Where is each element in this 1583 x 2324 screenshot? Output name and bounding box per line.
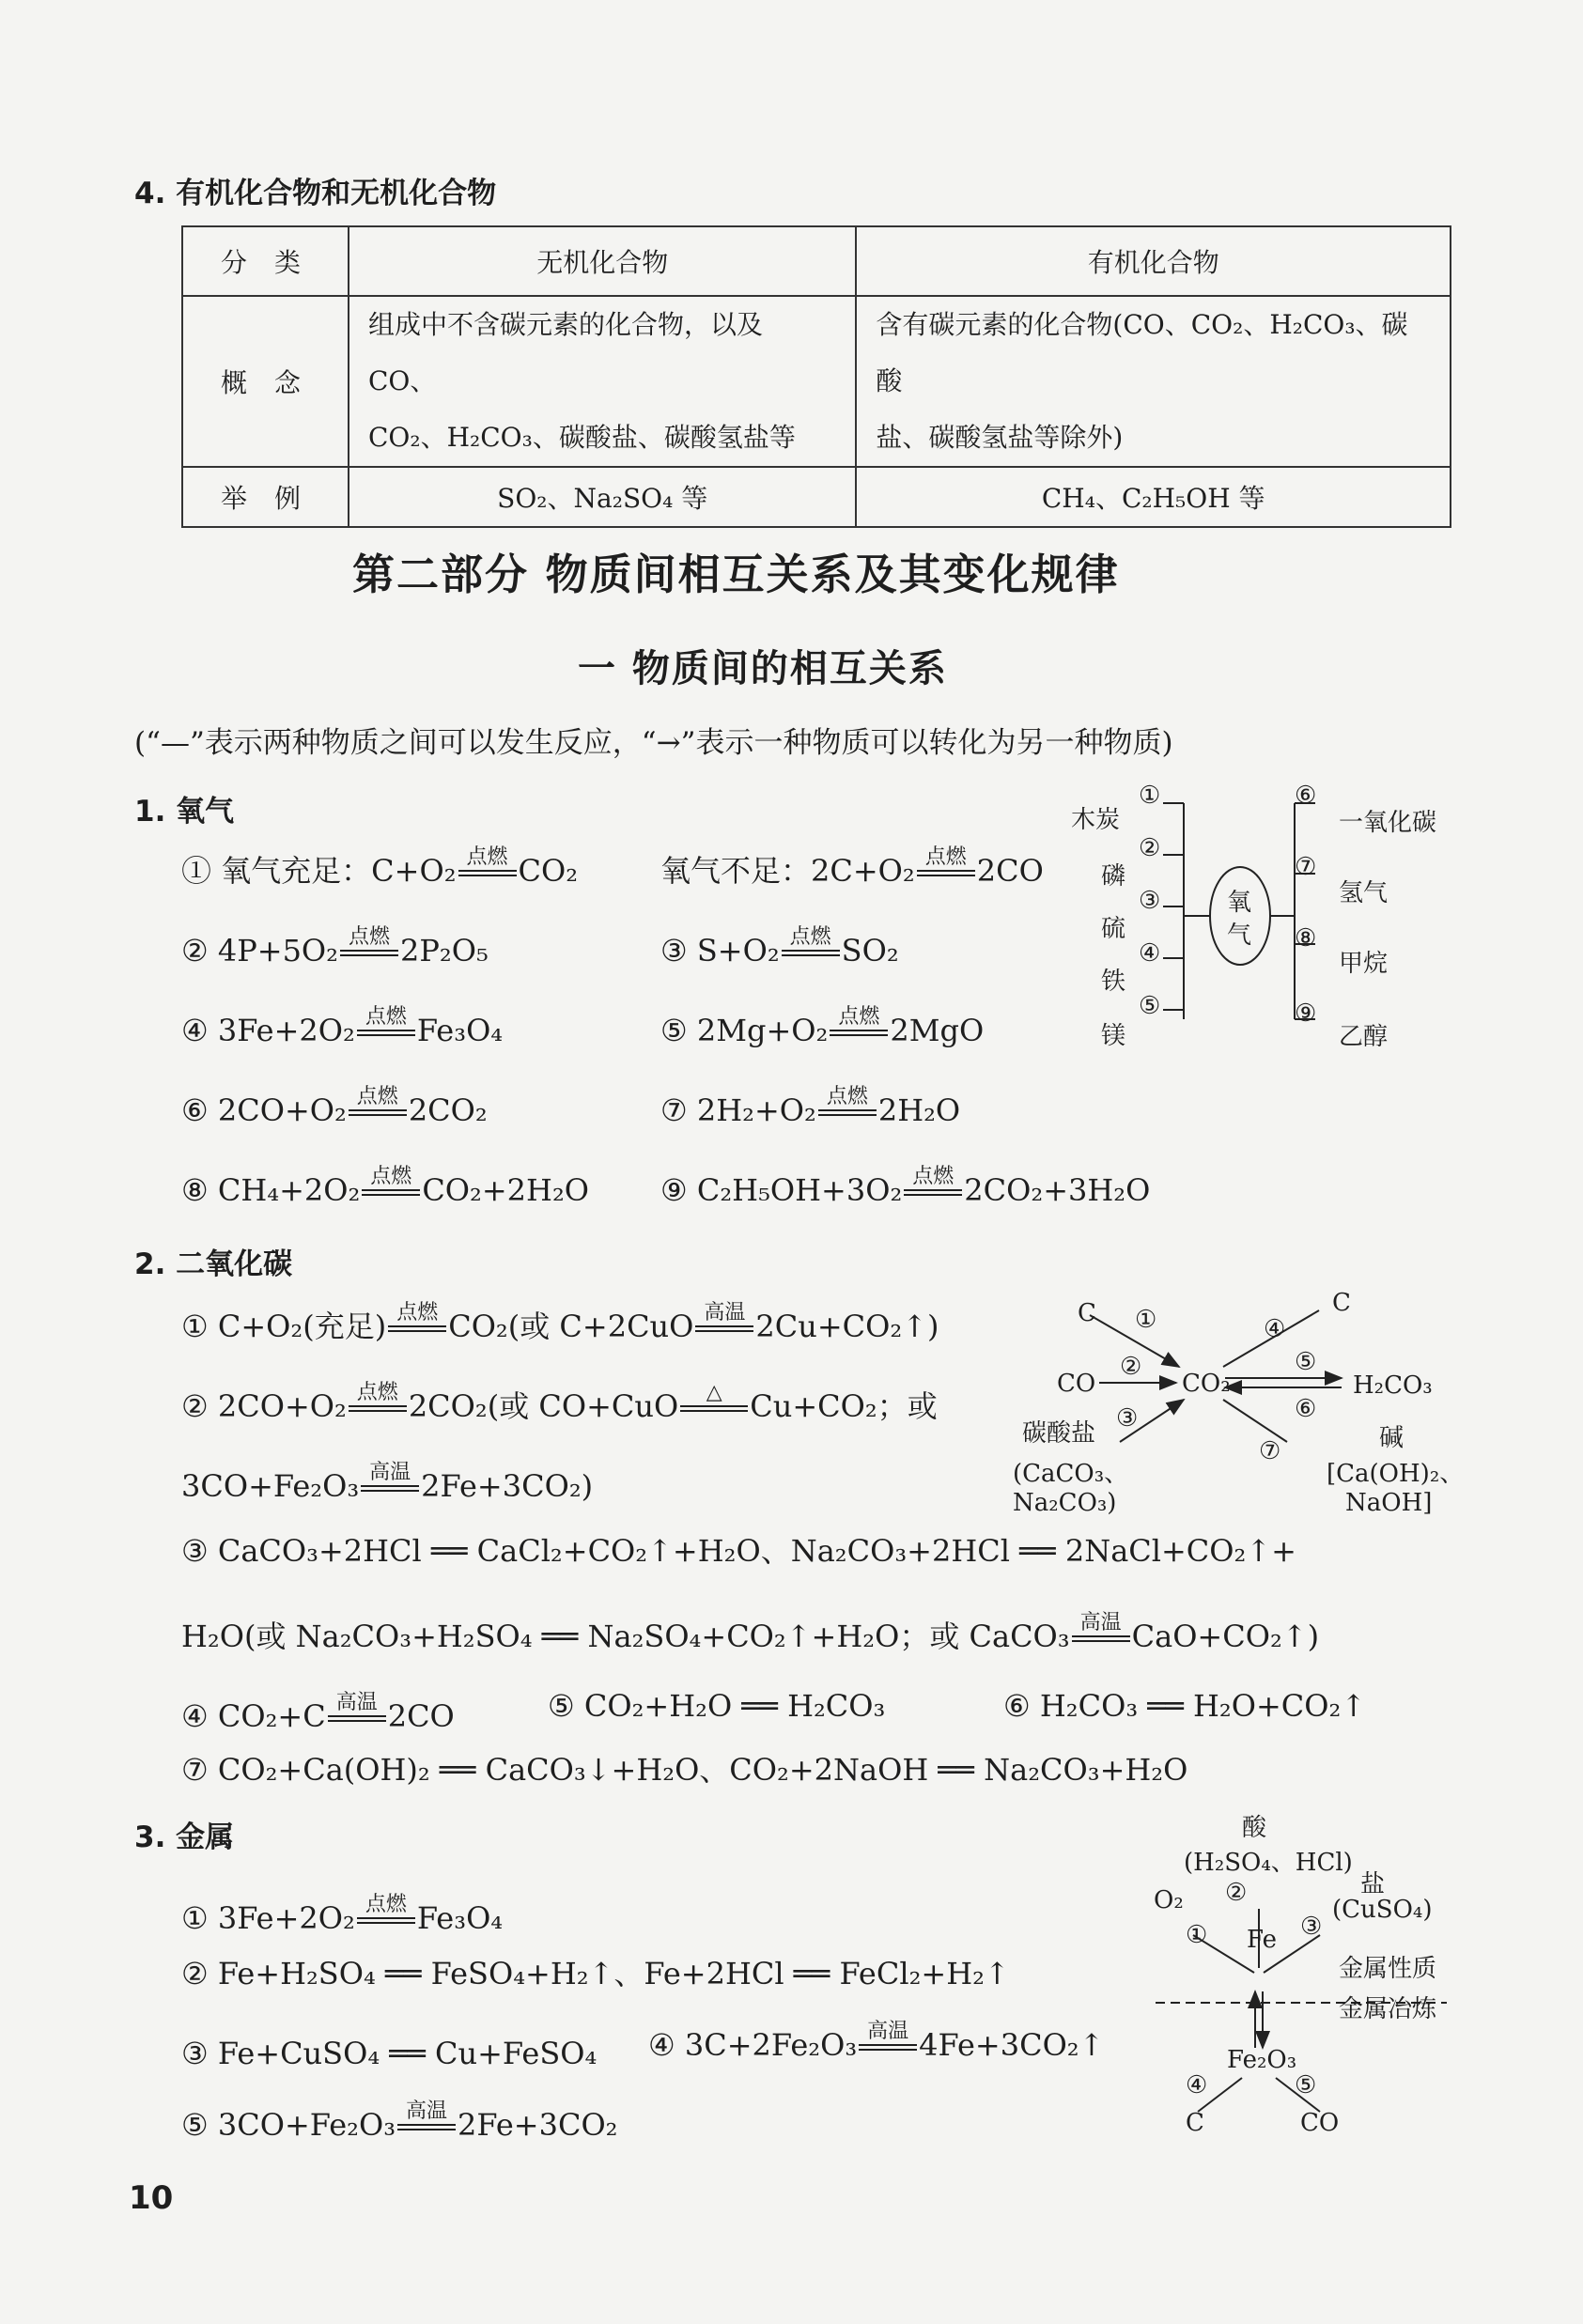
condition-high-temp [857,2020,919,2060]
co2-dia-base-eg1: [Ca(OH)₂、 [1327,1460,1465,1488]
oxygen-dia-sulfur: 硫 [1101,915,1126,943]
co2-dia-center: CO₂ [1182,1370,1231,1398]
oxygen-eq-5-products: 2MgO [890,1013,985,1048]
oxygen-eq-9-products: 2CO₂+3H₂O [964,1172,1151,1208]
condition-label: 高温 [406,2099,448,2123]
oxygen-eq-8-products: CO₂+2H₂O [422,1172,589,1208]
co2-eq-4 [181,1691,455,1734]
oxygen-dia-h2: 氢气 [1339,879,1389,907]
oxygen-eq-9-reactants: ⑨ C₂H₅OH+3O₂ [660,1172,903,1208]
co2-eq-1-part-b: CO₂(或 C+2CuO [448,1309,694,1344]
oxygen-eq-3-products: SO₂ [841,933,899,968]
condition-ignite [780,925,842,966]
oxygen-eq-3 [660,925,899,966]
metal-dia-salt: 盐 [1360,1870,1386,1898]
condition-label: 点燃 [356,1085,398,1108]
metal-dia-fe2o3: Fe₂O₃ [1227,2046,1297,2074]
oxygen-dia-center-1: 氧 [1227,889,1252,917]
co2-eq-2-part-d: 3CO+Fe₂O₃ [181,1468,360,1504]
metal-dia-property: 金属性质 [1339,1955,1437,1983]
concept-inorganic-line2: CO₂、H₂CO₃、碳酸盐、碳酸氢盐等 [368,422,796,453]
co2-dia-base: 碱 [1379,1424,1405,1452]
oxygen-eq-6 [181,1085,488,1128]
condition-ignite [360,1165,422,1205]
co2-eq-3-line-2a: H₂O(或 Na₂CO₃+H₂SO₄ ══ Na₂SO₄+CO₂↑+H₂O；或 CaCO₃ [181,1619,1070,1654]
condition-ignite [915,845,977,886]
metal-dia-o2: O₂ [1154,1886,1184,1914]
compound-table [181,225,1451,528]
co2-heading: 2. 二氧化碳 [134,1247,293,1281]
metal-dia-num-5: ⑤ [1295,2071,1317,2099]
co2-dia-carbonate-eg2: Na₂CO₃) [1013,1489,1117,1517]
co2-dia-num-4: ④ [1264,1315,1286,1343]
co2-eq-2-part-a: ② 2CO+O₂ [181,1388,347,1424]
condition-high-temp [359,1461,421,1501]
oxygen-eq-1b-reactants: 氧气不足：2C+O₂ [660,853,915,889]
condition-ignite [338,925,400,966]
metal-eq-5-products: 2Fe+3CO₂ [458,2107,618,2143]
oxygen-eq-6-reactants: ⑥ 2CO+O₂ [181,1092,347,1128]
condition-high-temp [1070,1611,1132,1651]
table-header-category: 分 类 [182,226,349,296]
oxygen-eq-4-products: Fe₃O₄ [416,1013,504,1048]
co2-eq-2-part-e: 2Fe+3CO₂) [421,1468,594,1504]
metal-dia-num-3: ③ [1300,1913,1323,1941]
co2-dia-num-7: ⑦ [1259,1437,1281,1465]
co2-dia-h2co3: H₂CO₃ [1353,1371,1433,1400]
oxygen-dia-charcoal: 木炭 [1071,806,1121,834]
oxygen-dia-num-7: ⑦ [1295,853,1317,881]
metal-eq-5-reactants: ⑤ 3CO+Fe₂O₃ [181,2107,396,2143]
table-cell-concept-inorganic [349,296,856,467]
page-number: 10 [129,2179,174,2217]
metal-dia-fe: Fe [1247,1926,1278,1954]
oxygen-eq-7 [660,1085,961,1128]
condition-label: 点燃 [826,1085,868,1108]
oxygen-dia-num-8: ⑧ [1295,924,1317,953]
co2-eq-1-part-a: ① C+O₂(充足) [181,1309,387,1344]
oxygen-eq-7-products: 2H₂O [877,1092,961,1128]
co2-eq-4-reactants: ④ CO₂+C [181,1698,326,1734]
oxygen-eq-1a-products: CO₂ [518,853,579,889]
table-row-example-label: 举 例 [182,467,349,527]
condition-ignite [355,1005,417,1046]
oxygen-eq-8 [181,1165,589,1208]
condition-label: 点燃 [370,1165,412,1188]
condition-label: 点燃 [365,1005,407,1029]
condition-label: 点燃 [838,1005,880,1029]
oxygen-eq-1b-products: 2CO [976,853,1044,889]
condition-label: 高温 [335,1691,378,1714]
metal-eq-5 [181,2099,618,2143]
oxygen-dia-magnesium: 镁 [1101,1022,1126,1050]
oxygen-dia-phosphorus: 磷 [1101,862,1126,891]
oxygen-dia-num-6: ⑥ [1295,782,1317,810]
condition-label: △ [706,1381,722,1404]
oxygen-dia-center-2: 气 [1227,922,1252,950]
condition-ignite [828,1005,890,1046]
metal-dia-co: CO [1300,2109,1340,2137]
oxygen-eq-3-reactants: ③ S+O₂ [660,933,780,968]
oxygen-dia-co: 一氧化碳 [1339,809,1437,837]
condition-label: 高温 [1079,1611,1122,1635]
oxygen-heading: 1. 氧气 [134,795,235,829]
condition-label: 点燃 [348,925,390,949]
oxygen-eq-2-products: 2P₂O₅ [399,933,489,968]
condition-high-temp [693,1301,755,1341]
concept-inorganic-line1: 组成中不含碳元素的化合物，以及 CO、 [368,309,764,396]
oxygen-eq-4-reactants: ④ 3Fe+2O₂ [181,1013,355,1048]
metal-dia-acid-eg: (H₂SO₄、HCl) [1184,1849,1353,1877]
condition-label: 点燃 [912,1165,954,1188]
condition-label: 点燃 [789,925,831,949]
condition-ignite [347,1085,409,1125]
oxygen-eq-7-reactants: ⑦ 2H₂+O₂ [660,1092,816,1128]
table-cell-example-inorganic: SO₂、Na₂SO₄ 等 [349,467,856,527]
oxygen-eq-2 [181,925,489,966]
co2-eq-3-line-2b: CaO+CO₂↑) [1131,1619,1320,1654]
condition-label: 高温 [867,2020,909,2043]
oxygen-dia-num-4: ④ [1139,939,1161,968]
part-title: 第二部分 物质间相互关系及其变化规律 [352,550,1120,599]
condition-ignite [347,1381,409,1421]
legend-note: (“—”表示两种物质之间可以发生反应，“→”表示一种物质可以转化为另一种物质) [134,726,1173,760]
co2-dia-c-right: C [1332,1289,1351,1317]
table-row-concept-label: 概 念 [182,296,349,467]
table-cell-concept-organic [856,296,1451,467]
chapter-title: 一 物质间的相互关系 [578,647,948,690]
concept-organic-line2: 盐、碳酸氢盐等除外) [876,422,1124,453]
co2-dia-carbonate: 碳酸盐 [1022,1419,1096,1448]
oxygen-eq-4 [181,1005,503,1046]
co2-eq-2-part-c: Cu+CO₂；或 [750,1388,938,1424]
oxygen-eq-2-reactants: ② 4P+5O₂ [181,933,338,968]
condition-ignite [902,1165,964,1205]
metal-eq-4 [648,2020,1105,2063]
metal-dia-salt-eg: (CuSO₄) [1332,1896,1433,1924]
metal-eq-1-products: Fe₃O₄ [416,1900,504,1936]
condition-label: 高温 [704,1301,746,1325]
metal-heading: 3. 金属 [134,1820,235,1854]
condition-label: 点燃 [365,1893,407,1916]
oxygen-dia-num-1: ① [1139,782,1161,810]
oxygen-dia-num-5: ⑤ [1139,992,1161,1020]
oxygen-dia-ethanol: 乙醇 [1339,1023,1389,1051]
condition-label: 点燃 [356,1381,398,1404]
oxygen-eq-1a-reactants: ① 氧气充足：C+O₂ [181,853,457,889]
oxygen-eq-1a [181,845,579,889]
co2-eq-6: ⑥ H₂CO₃ ══ H₂O+CO₂↑ [1003,1688,1367,1724]
co2-eq-5: ⑤ CO₂+H₂O ══ H₂CO₃ [548,1688,886,1724]
metal-eq-3: ③ Fe+CuSO₄ ══ Cu+FeSO₄ [181,2036,598,2071]
concept-organic-line1: 含有碳元素的化合物(CO、CO₂、H₂CO₃、碳酸 [876,309,1408,396]
co2-dia-carbonate-eg1: (CaCO₃、 [1013,1460,1129,1488]
condition-label: 点燃 [924,845,967,869]
condition-label: 点燃 [396,1301,439,1325]
condition-ignite [457,845,519,886]
metal-eq-1-reactants: ① 3Fe+2O₂ [181,1900,355,1936]
oxygen-dia-num-2: ② [1139,834,1161,862]
metal-eq-4-products: 4Fe+3CO₂↑ [919,2027,1105,2063]
condition-heat [678,1381,750,1421]
metal-dia-acid: 酸 [1242,1814,1267,1842]
oxygen-dia-iron: 铁 [1101,968,1126,996]
oxygen-eq-1b [660,845,1044,889]
table-header-organic: 有机化合物 [856,226,1451,296]
oxygen-dia-num-9: ⑨ [1295,999,1317,1028]
condition-ignite [355,1893,417,1933]
table-header-inorganic: 无机化合物 [349,226,856,296]
co2-eq-3-line-2 [181,1611,1320,1654]
co2-dia-co: CO [1057,1370,1096,1398]
co2-dia-num-5: ⑤ [1295,1348,1317,1376]
oxygen-dia-methane: 甲烷 [1339,950,1389,978]
oxygen-dia-num-3: ③ [1139,887,1161,915]
condition-high-temp [326,1691,388,1731]
section-4-heading: 4. 有机化合物和无机化合物 [134,177,497,210]
metal-eq-1 [181,1893,504,1936]
oxygen-eq-5 [660,1005,984,1046]
co2-eq-2-cont [181,1461,594,1504]
co2-dia-num-6: ⑥ [1295,1395,1317,1423]
condition-label: 高温 [369,1461,411,1484]
co2-dia-num-2: ② [1120,1353,1142,1381]
metal-dia-smelting: 金属冶炼 [1339,1995,1437,2023]
metal-eq-2: ② Fe+H₂SO₄ ══ FeSO₄+H₂↑、Fe+2HCl ══ FeCl₂+H₂↑ [181,1956,1010,1991]
co2-eq-4-products: 2CO [387,1698,455,1734]
oxygen-eq-9 [660,1165,1151,1208]
co2-eq-3-line-1: ③ CaCO₃+2HCl ══ CaCl₂+CO₂↑+H₂O、Na₂CO₃+2HCl ══ 2NaCl+CO₂↑+ [181,1533,1296,1569]
co2-eq-1 [181,1301,939,1344]
condition-label: 点燃 [466,845,508,869]
oxygen-eq-5-reactants: ⑤ 2Mg+O₂ [660,1013,829,1048]
oxygen-eq-8-reactants: ⑧ CH₄+2O₂ [181,1172,361,1208]
co2-eq-1-part-c: 2Cu+CO₂↑) [755,1309,939,1344]
co2-dia-num-3: ③ [1116,1404,1139,1433]
metal-dia-num-4: ④ [1186,2071,1208,2099]
oxygen-eq-6-products: 2CO₂ [408,1092,488,1128]
co2-dia-c-left: C [1078,1299,1096,1327]
co2-eq-2 [181,1381,938,1424]
metal-dia-c: C [1186,2109,1204,2137]
table-cell-example-organic: CH₄、C₂H₅OH 等 [856,467,1451,527]
condition-ignite [816,1085,878,1125]
metal-eq-4-reactants: ④ 3C+2Fe₂O₃ [648,2027,858,2063]
co2-dia-base-eg2: NaOH] [1345,1489,1433,1517]
condition-ignite [386,1301,448,1341]
metal-dia-num-1: ① [1186,1921,1208,1949]
co2-eq-7: ⑦ CO₂+Ca(OH)₂ ══ CaCO₃↓+H₂O、CO₂+2NaOH ══ Na₂CO₃+H₂O [181,1752,1188,1788]
co2-eq-2-part-b: 2CO₂(或 CO+CuO [408,1388,679,1424]
metal-dia-num-2: ② [1225,1879,1248,1907]
co2-dia-num-1: ① [1135,1306,1157,1334]
condition-high-temp [396,2099,458,2140]
